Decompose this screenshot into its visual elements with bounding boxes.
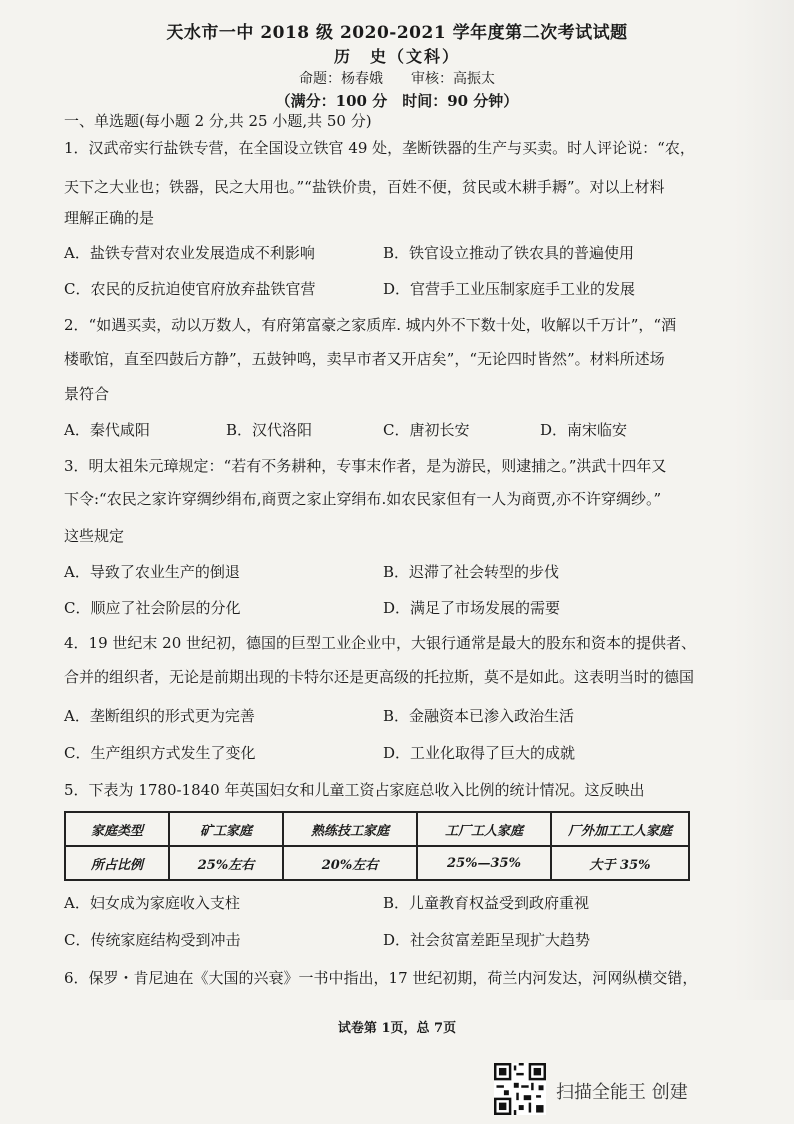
table-header-cell: 工厂工人家庭 [417, 812, 551, 846]
q3-option-c: C．顺应了社会阶层的分化 [64, 599, 241, 617]
q4-line-1: 4．19 世纪末 20 世纪初，德国的巨型工业企业中，大银行通常是最大的股东和资本的提供者、 [64, 634, 697, 652]
page-footer: 试卷第 1页，总 7页 [337, 1021, 457, 1036]
q1-option-b: B．铁官设立推动了铁农具的普遍使用 [383, 244, 635, 262]
table-row [65, 846, 689, 880]
q5-option-b: B．儿童教育权益受到政府重视 [383, 894, 590, 912]
table-header-row [65, 812, 689, 846]
table-header-cell: 家庭类型 [65, 812, 169, 846]
exam-score-time: （满分：100 分 时间：90 分钟） [275, 92, 519, 110]
scanner-watermark: 扫描全能王 创建 [556, 1082, 688, 1103]
q3-line-2: 下令:“农民之家许穿绸纱绢布,商贾之家止穿绢布.如农民家但有一人为商贾,亦不许穿绸纱。” [64, 490, 662, 508]
table-header-cell: 厂外加工工人家庭 [551, 812, 689, 846]
q5-line-1: 5．下表为 1780-1840 年英国妇女和儿童工资占家庭总收入比例的统计情况。这反映出 [64, 781, 645, 799]
q4-option-a: A．垄断组织的形式更为完善 [64, 707, 255, 725]
table-header-cell: 熟练技工家庭 [283, 812, 417, 846]
q5-option-c: C．传统家庭结构受到冲击 [64, 931, 241, 949]
exam-title: 天水市一中 2018 级 2020-2021 学年度第二次考试试题 [166, 23, 628, 43]
q2-option-c: C．唐初长安 [383, 421, 470, 439]
q2-line-1: 2．“如遇买卖，动以万数人，有府第富豪之家质库. 城内外不下数十处，收解以千万计”，“酒 [64, 316, 677, 334]
q6-line-1: 6．保罗・肯尼迪在《大国的兴衰》一书中指出，17 世纪初期，荷兰内河发达，河网纵横交错， [64, 969, 698, 987]
q3-option-d: D．满足了市场发展的需要 [383, 599, 561, 617]
section-heading: 一、单选题(每小题 2 分,共 25 小题,共 50 分) [64, 112, 372, 130]
q2-option-d: D．南宋临安 [540, 421, 628, 439]
q4-line-2: 合并的组织者，无论是前期出现的卡特尔还是更高级的托拉斯，莫不是如此。这表明当时的德国 [64, 668, 695, 686]
q1-option-a: A．盐铁专营对农业发展造成不利影响 [64, 244, 315, 262]
exam-authors: 命题：杨春娥 审核：高振太 [299, 71, 495, 87]
q5-option-d: D．社会贫富差距呈现扩大趋势 [383, 931, 591, 949]
table-header-cell: 矿工家庭 [169, 812, 283, 846]
q1-line-2: 天下之大业也；铁器，民之大用也。”“盐铁价贵，百姓不便，贫民或木耕手耨”。对以上材料 [64, 178, 665, 196]
q2-option-b: B．汉代洛阳 [226, 421, 313, 439]
qr-code-icon [494, 1063, 546, 1115]
table-cell: 20%左右 [283, 846, 417, 880]
q4-option-d: D．工业化取得了巨大的成就 [383, 744, 576, 762]
q3-option-b: B．迟滞了社会转型的步伐 [383, 563, 560, 581]
q2-line-2: 楼歌馆，直至四鼓后方静”，五鼓钟鸣，卖早市者又开店矣”，“无论四时皆然”。材料所述场 [64, 350, 665, 368]
q1-line-1: 1．汉武帝实行盐铁专营，在全国设立铁官 49 处，垄断铁器的生产与买卖。时人评论说：“农， [64, 139, 695, 157]
q1-option-c: C．农民的反抗迫使官府放弃盐铁官营 [64, 280, 316, 298]
q2-line-3: 景符合 [64, 385, 110, 403]
table-cell: 25%—35% [417, 846, 551, 880]
table-cell: 25%左右 [169, 846, 283, 880]
q1-line-3: 理解正确的是 [64, 209, 155, 227]
q5-table [64, 811, 690, 881]
q3-option-a: A．导致了农业生产的倒退 [64, 563, 240, 581]
exam-subject: 历 史（文科） [333, 47, 460, 66]
table-cell: 大于 35% [551, 846, 689, 880]
q1-option-d: D．官营手工业压制家庭手工业的发展 [383, 280, 636, 298]
q4-option-c: C．生产组织方式发生了变化 [64, 744, 256, 762]
q5-option-a: A．妇女成为家庭收入支柱 [64, 894, 240, 912]
q3-line-3: 这些规定 [64, 527, 125, 545]
table-cell: 所占比例 [65, 846, 169, 880]
q3-line-1: 3．明太祖朱元璋规定：“若有不务耕种，专事末作者，是为游民，则逮捕之。”洪武十四年又 [64, 457, 667, 475]
q2-option-a: A．秦代咸阳 [64, 421, 150, 439]
q4-option-b: B．金融资本已渗入政治生活 [383, 707, 575, 725]
